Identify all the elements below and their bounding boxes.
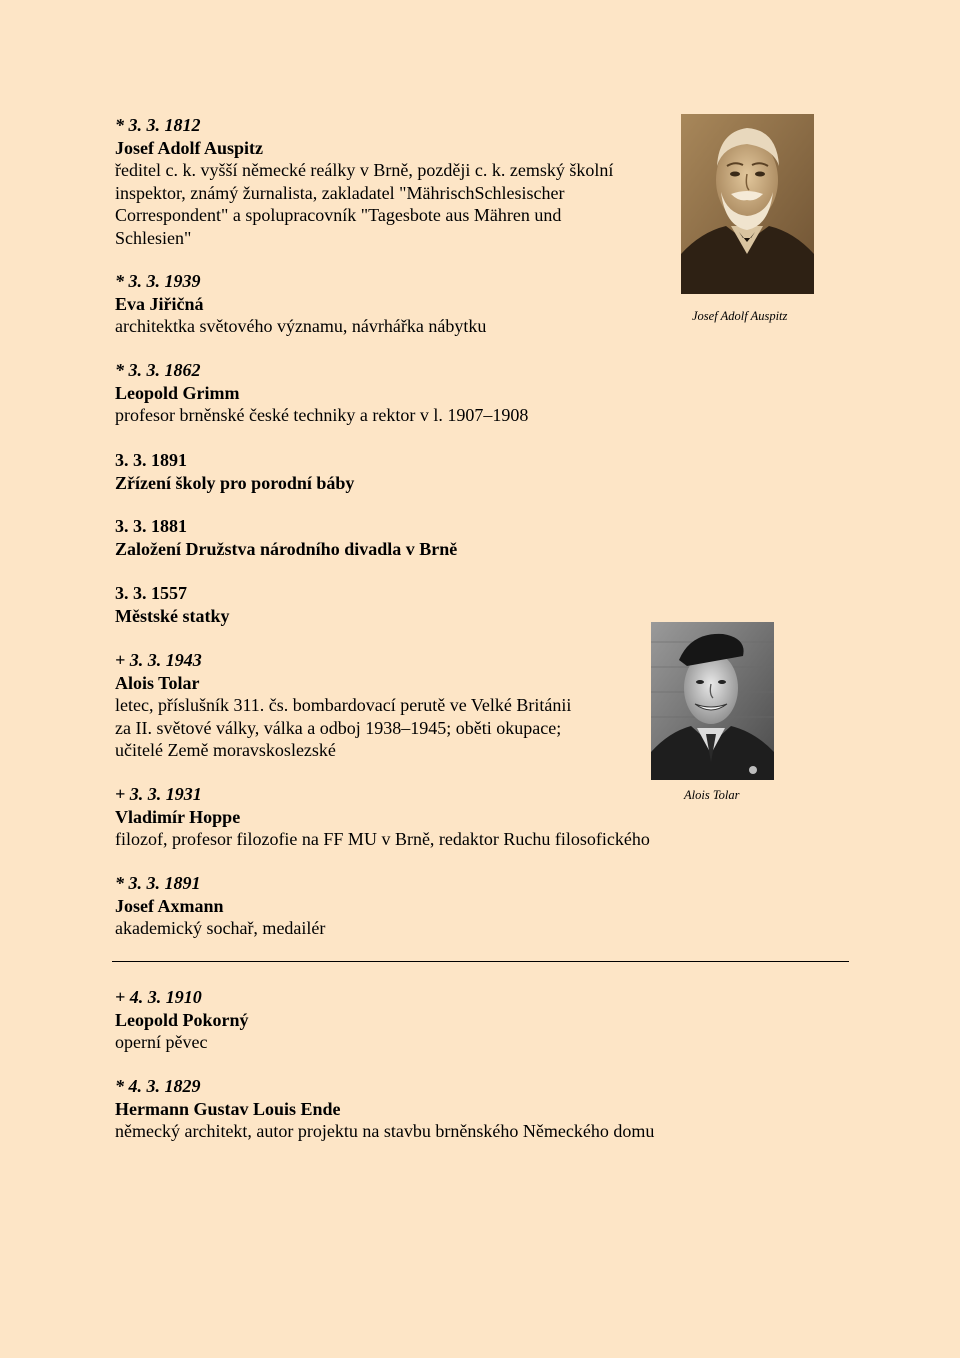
entry-name: Hermann Gustav Louis Ende: [115, 1098, 341, 1119]
entry-auspitz: [115, 114, 613, 249]
entry-desc-line: akademický sochař, medailér: [115, 918, 326, 938]
entry-desc-line: architektka světového významu, návrhářka nábytku: [115, 316, 487, 336]
entry-desc-line: německý architekt, autor projektu na stavbu brněnského Německého domu: [115, 1121, 655, 1141]
entry-name: Josef Axmann: [115, 895, 224, 916]
entry-date: + 4. 3. 1910: [115, 987, 202, 1007]
portrait-auspitz-image: [681, 114, 814, 294]
entry-porodni-baby: [115, 449, 354, 494]
entry-date: 3. 3. 1881: [115, 516, 187, 536]
entry-date: + 3. 3. 1943: [115, 650, 202, 670]
photo-caption-tolar: Alois Tolar: [684, 788, 740, 802]
entry-name: Založení Družstva národního divadla v Brně: [115, 538, 458, 559]
entry-desc-line: filozof, profesor filozofie na FF MU v Brně, redaktor Ruchu filosofického: [115, 829, 650, 849]
entry-desc-line: učitelé Země moravskoslezské: [115, 740, 336, 760]
entry-hoppe: [115, 783, 650, 851]
entry-name: Leopold Pokorný: [115, 1009, 249, 1030]
entry-date: 3. 3. 1891: [115, 450, 187, 470]
entry-date: * 3. 3. 1939: [115, 271, 201, 291]
entry-desc-line: ředitel c. k. vyšší německé reálky v Brně, později c. k. zemský školní: [115, 160, 614, 180]
entry-name: Zřízení školy pro porodní báby: [115, 472, 355, 493]
entry-date: * 4. 3. 1829: [115, 1076, 201, 1096]
portrait-tolar: [651, 622, 774, 780]
portrait-auspitz: [681, 114, 814, 294]
entry-desc-line: inspektor, známý žurnalista, zakladatel "MährischSchlesischer: [115, 182, 565, 203]
entry-date: * 3. 3. 1812: [115, 115, 201, 135]
photo-caption-auspitz: Josef Adolf Auspitz: [692, 309, 788, 323]
entry-date: + 3. 3. 1931: [115, 784, 202, 804]
section-divider: [112, 961, 849, 962]
portrait-tolar-image: [651, 622, 774, 780]
entry-date: * 3. 3. 1862: [115, 360, 201, 380]
entry-pokorny: [115, 986, 249, 1054]
entry-name: Leopold Grimm: [115, 382, 240, 403]
entry-axmann: [115, 872, 325, 940]
entry-name: Městské statky: [115, 605, 230, 626]
entry-date: 3. 3. 1557: [115, 583, 187, 603]
entry-druzstvo-divadla: [115, 515, 457, 560]
entry-desc-line: Schlesien": [115, 227, 192, 248]
entry-jiricna: [115, 270, 486, 338]
entry-desc-line: operní pěvec: [115, 1032, 208, 1052]
entry-desc-line: letec, příslušník 311. čs. bombardovací perutě ve Velké Británii: [115, 695, 572, 715]
entry-ende: [115, 1075, 654, 1143]
entry-mestske-statky: [115, 582, 230, 627]
entry-name: Josef Adolf Auspitz: [115, 137, 264, 158]
entry-desc-line: profesor brněnské české techniky a rektor v l. 1907–1908: [115, 405, 529, 425]
entry-name: Eva Jiřičná: [115, 293, 204, 314]
entry-name: Alois Tolar: [115, 672, 200, 693]
entry-desc-line: Correspondent" a spolupracovník "Tagesbote aus Mähren und: [115, 205, 562, 225]
entry-grimm: [115, 359, 528, 427]
entry-desc-line: za II. světové války, válka a odboj 1938–1945; oběti okupace;: [115, 717, 562, 738]
entry-date: * 3. 3. 1891: [115, 873, 201, 893]
entry-name: Vladimír Hoppe: [115, 806, 241, 827]
entry-tolar: [115, 649, 571, 762]
